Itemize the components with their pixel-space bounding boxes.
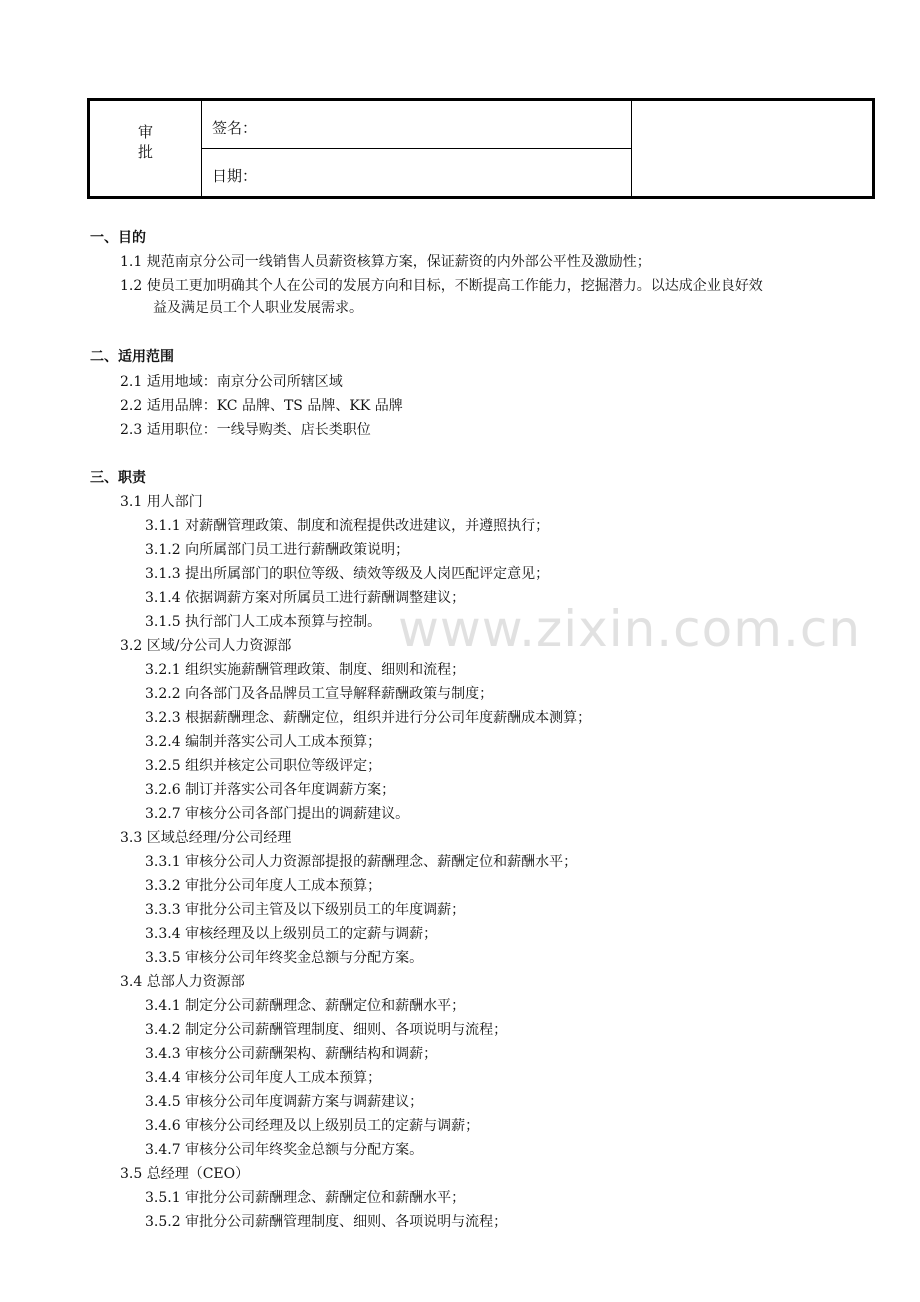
clause-3-5-2: 3.5.2 审批分公司薪酬管理制度、细则、各项说明与流程；	[145, 1214, 508, 1230]
clause-3-2-2: 3.2.2 向各部门及各品牌员工宣导解释薪酬政策与制度；	[145, 686, 494, 702]
clause-3-2-1: 3.2.1 组织实施薪酬管理政策、制度、细则和流程；	[145, 662, 466, 678]
approval-fields	[202, 101, 632, 196]
section-title-duties: 三、职责	[90, 470, 146, 486]
clause-3-3-5: 3.3.5 审核分公司年终奖金总额与分配方案。	[145, 950, 424, 966]
approval-label-char1: 审	[138, 123, 154, 141]
watermark: www.zixin.com.cn	[398, 600, 862, 658]
clause-3-3-4: 3.3.4 审核经理及以上级别员工的定薪与调薪；	[145, 926, 438, 942]
clause-3-4-6: 3.4.6 审核分公司经理及以上级别员工的定薪与调薪；	[145, 1118, 480, 1134]
clause-3-1-4: 3.1.4 依据调薪方案对所属员工进行薪酬调整建议；	[145, 590, 466, 606]
clause-2-3: 2.3 适用职位：一线导购类、店长类职位	[120, 422, 371, 438]
clause-3-4-3: 3.4.3 审核分公司薪酬架构、薪酬结构和调薪；	[145, 1046, 438, 1062]
date-label: 日期：	[212, 167, 258, 185]
signature-row[interactable]	[202, 101, 631, 149]
section-title-scope: 二、适用范围	[90, 349, 174, 365]
clause-3-3-1: 3.3.1 审核分公司人力资源部提报的薪酬理念、薪酬定位和薪酬水平；	[145, 854, 578, 870]
clause-3-3-2: 3.3.2 审批分公司年度人工成本预算；	[145, 878, 382, 894]
clause-3-1-5: 3.1.5 执行部门人工成本预算与控制。	[145, 614, 382, 630]
approval-label-cell	[90, 101, 202, 196]
clause-3-2-6: 3.2.6 制订并落实公司各年度调薪方案；	[145, 782, 396, 798]
clause-3-1-3: 3.1.3 提出所属部门的职位等级、绩效等级及人岗匹配评定意见；	[145, 566, 550, 582]
date-row[interactable]	[202, 149, 631, 196]
clause-3-3-3: 3.3.3 审批分公司主管及以下级别员工的年度调薪；	[145, 902, 466, 918]
clause-3-4-7: 3.4.7 审核分公司年终奖金总额与分配方案。	[145, 1142, 424, 1158]
clause-3-4-2: 3.4.2 制定分公司薪酬管理制度、细则、各项说明与流程；	[145, 1022, 508, 1038]
clause-1-2: 1.2 使员工更加明确其个人在公司的发展方向和目标，不断提高工作能力，挖掘潜力。以达成企业良好效	[120, 278, 763, 294]
clause-3-3: 3.3 区域总经理/分公司经理	[120, 830, 292, 846]
clause-3-1-2: 3.1.2 向所属部门员工进行薪酬政策说明；	[145, 542, 410, 558]
approval-label-char2: 批	[138, 143, 154, 161]
clause-1-2-cont: 益及满足员工个人职业发展需求。	[153, 300, 363, 316]
clause-3-2-5: 3.2.5 组织并核定公司职位等级评定；	[145, 758, 382, 774]
clause-3-1-1: 3.1.1 对薪酬管理政策、制度和流程提供改进建议，并遵照执行；	[145, 518, 550, 534]
clause-3-5: 3.5 总经理（CEO）	[120, 1166, 250, 1182]
clause-3-4-1: 3.4.1 制定分公司薪酬理念、薪酬定位和薪酬水平；	[145, 998, 466, 1014]
clause-3-2-7: 3.2.7 审核分公司各部门提出的调薪建议。	[145, 806, 410, 822]
approval-table	[87, 98, 875, 199]
clause-3-4-4: 3.4.4 审核分公司年度人工成本预算；	[145, 1070, 382, 1086]
clause-3-2-4: 3.2.4 编制并落实公司人工成本预算；	[145, 734, 382, 750]
clause-3-5-1: 3.5.1 审批分公司薪酬理念、薪酬定位和薪酬水平；	[145, 1190, 466, 1206]
clause-3-2-3: 3.2.3 根据薪酬理念、薪酬定位，组织并进行分公司年度薪酬成本测算；	[145, 710, 592, 726]
clause-3-4-5: 3.4.5 审核分公司年度调薪方案与调薪建议；	[145, 1094, 424, 1110]
clause-1-1: 1.1 规范南京分公司一线销售人员薪资核算方案，保证薪资的内外部公平性及激励性；	[120, 254, 651, 270]
clause-3-4: 3.4 总部人力资源部	[120, 974, 245, 990]
clause-3-2: 3.2 区域/分公司人力资源部	[120, 638, 292, 654]
signature-label: 签名：	[212, 119, 258, 137]
clause-3-1: 3.1 用人部门	[120, 494, 203, 510]
clause-2-2: 2.2 适用品牌：KC 品牌、TS 品牌、KK 品牌	[120, 398, 403, 414]
clause-2-1: 2.1 适用地域：南京分公司所辖区域	[120, 374, 343, 390]
section-title-purpose: 一、目的	[90, 230, 146, 246]
